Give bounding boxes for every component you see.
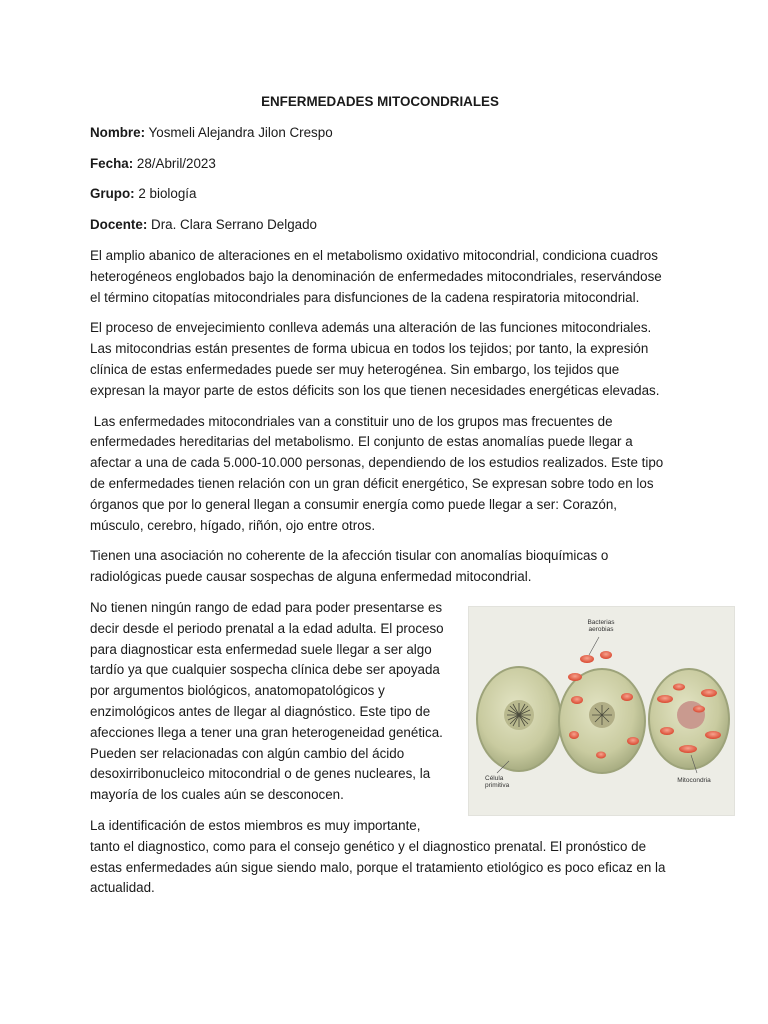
primitive-cell-icon [477, 667, 561, 771]
document-title: ENFERMEDADES MITOCONDRIALES [261, 94, 499, 109]
field-label: Fecha: [90, 155, 134, 171]
paragraph-3: Las enfermedades mitocondriales van a constituir uno de los grupos mas frecuentes de enfermedades hereditarias del metabolismo. El conjunto de estas anomalías puede llegar a afectar a una de cada 5.000-10.000 personas, dependiendo de los estudios realizados. Este tipo de enfermedades tienen relación con un gran déficit energético, Se expresan sobre todo en los órganos que por lo general llegan a consumir energía como puede llegar a ser: Corazón, músculo, cerebro, hígado, riñón, ojo entre otros. [90, 413, 667, 533]
field-label: Nombre: [90, 124, 146, 140]
label-cell: Célula primitiva [485, 774, 510, 790]
field-label: Docente: [90, 217, 148, 233]
paragraph-5: No tienen ningún rango de edad para poder presentarse es decir desde el periodo prenatal a la edad adulta. El proceso para diagnosticar esta enfermedad suele llegar a ser algo tardío ya que cualquier sospecha clínica debe ser apoyada por argumentos biológicos, anatomopatológicos y enzimológicos antes de llegar al diagnóstico. Este tipo de afecciones llega a tener una gran heterogeneidad genética. Pueden ser relacionadas con algún cambio del ácido desoxirribonucleico mitocondrial o de genes nucleares, la mayoría de los cuales aún se desconocen. [90, 599, 444, 803]
paragraph-6-rest: tanto el diagnostico, como para el consejo genético y el diagnostico prenatal. El pronóstico de estas enfermedades aún sigue siendo malo, porque el tratamiento etiológico es poco eficaz en la actualidad. [90, 838, 666, 896]
field-label: Grupo: [90, 186, 135, 202]
paragraph-2: El proceso de envejecimiento conlleva además una alteración de las funciones mitocondriales. Las mitocondrias están presentes de forma ubicua en todos los tejidos; por tanto, la expresión clínica de estas enfermedades puede ser muy heterogénea. Sin embargo, los tejidos que expresan la mayor parte de estos déficits son los que tienen necesidades energéticas elevadas. [90, 320, 660, 398]
label-mitochondria: Mitocondria [677, 776, 711, 784]
field-nombre [90, 123, 670, 144]
field-value: 28/Abril/2023 [136, 155, 216, 171]
field-docente [90, 215, 670, 236]
paragraph-1: El amplio abanico de alteraciones en el metabolismo oxidativo mitocondrial, condiciona cuadros heterogéneos englobados bajo la denominación de enfermedades mitocondriales, reservándose el término citopatías mitocondriales para disfunciones de la cadena respiratoria mitocondrial. [90, 247, 662, 305]
field-fecha [90, 154, 670, 175]
text-with-figure [90, 598, 711, 806]
field-grupo [90, 184, 670, 205]
field-value: 2 biología [138, 186, 197, 202]
field-value: Dra. Clara Serrano Delgado [151, 217, 318, 233]
field-value: Yosmeli Alejandra Jilon Crespo [148, 124, 333, 140]
paragraph-6 [90, 816, 670, 899]
document-page [90, 92, 711, 909]
paragraph-4: Tienen una asociación no coherente de la afección tisular con anomalías bioquímicas o radiológicas puede causar sospechas de alguna enfermedad mitocondrial. [90, 548, 609, 585]
mitochondrial-cell-icon [649, 669, 729, 769]
label-bacteria: Bacterias aerobias [587, 618, 615, 634]
mitochondria-figure [468, 606, 735, 816]
paragraph-6-first-line: La identificación de estos miembros es muy importante, [90, 817, 421, 833]
